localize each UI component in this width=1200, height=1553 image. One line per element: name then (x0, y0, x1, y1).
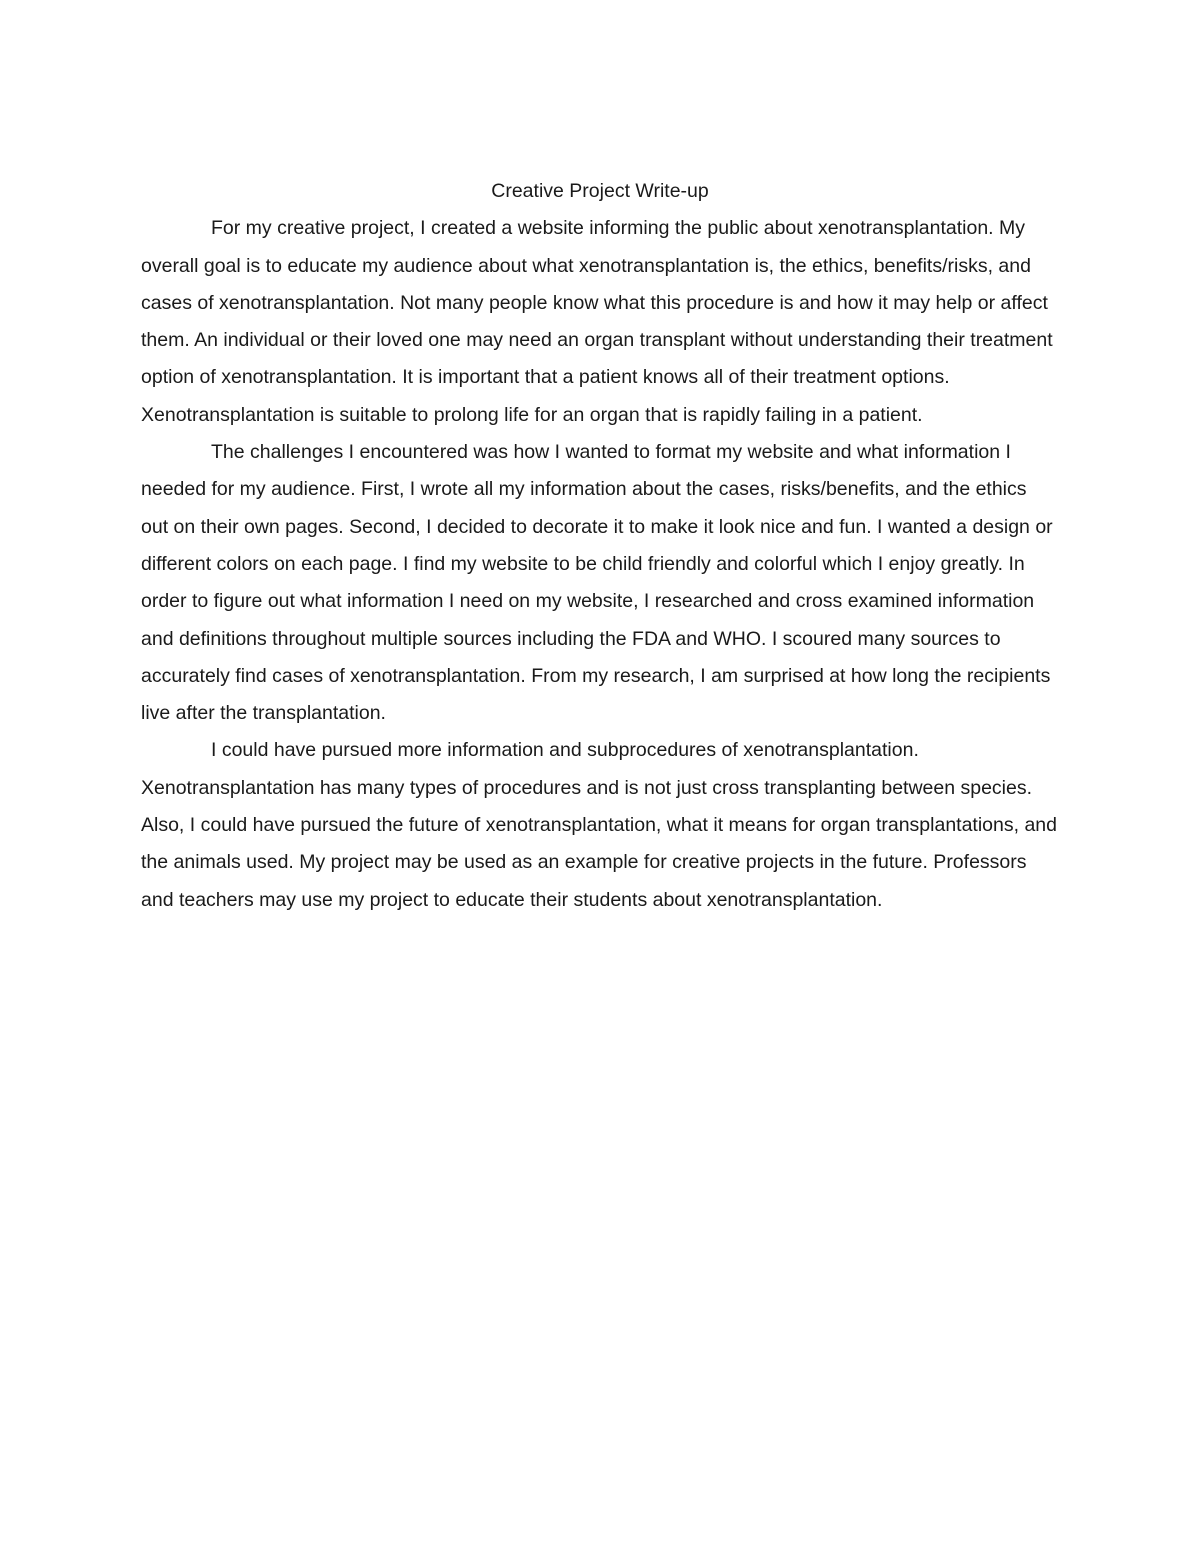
document-title: Creative Project Write-up (491, 180, 709, 202)
paragraph-future: I could have pursued more information and subprocedures of xenotransplantation. Xenotransplantation has many types of procedures and is not just cross transplanting between species. Also, I could have pursued the future of xenotransplantation, what it means for organ transplantations, and the animals used. My project may be used as an example for creative projects in the future. Professors and teachers may use my project to educate their students about xenotransplantation. (141, 739, 1057, 911)
paragraph-purpose: For my creative project, I created a website informing the public about xenotransplantation. My overall goal is to educate my audience about what xenotransplantation is, the ethics, benefits/risks, and cases of xenotransplantation. Not many people know what this procedure is and how it may help or affect them. An individual or their loved one may need an organ transplant without understanding their treatment option of xenotransplantation. It is important that a patient knows all of their treatment options. Xenotransplantation is suitable to prolong life for an organ that is rapidly failing in a patient. (141, 217, 1053, 426)
paragraph-challenges: The challenges I encountered was how I wanted to format my website and what information I needed for my audience. First, I wrote all my information about the cases, risks/benefits, and the ethics out on their own pages. Second, I decided to decorate it to make it look nice and fun. I wanted a design or different colors on each page. I find my website to be child friendly and colorful which I enjoy greatly. In order to figure out what information I need on my website, I researched and cross examined information and definitions throughout multiple sources including the FDA and WHO. I scoured many sources to accurately find cases of xenotransplantation. From my research, I am surprised at how long the recipients live after the transplantation. (141, 441, 1053, 725)
document-body (141, 173, 1059, 919)
